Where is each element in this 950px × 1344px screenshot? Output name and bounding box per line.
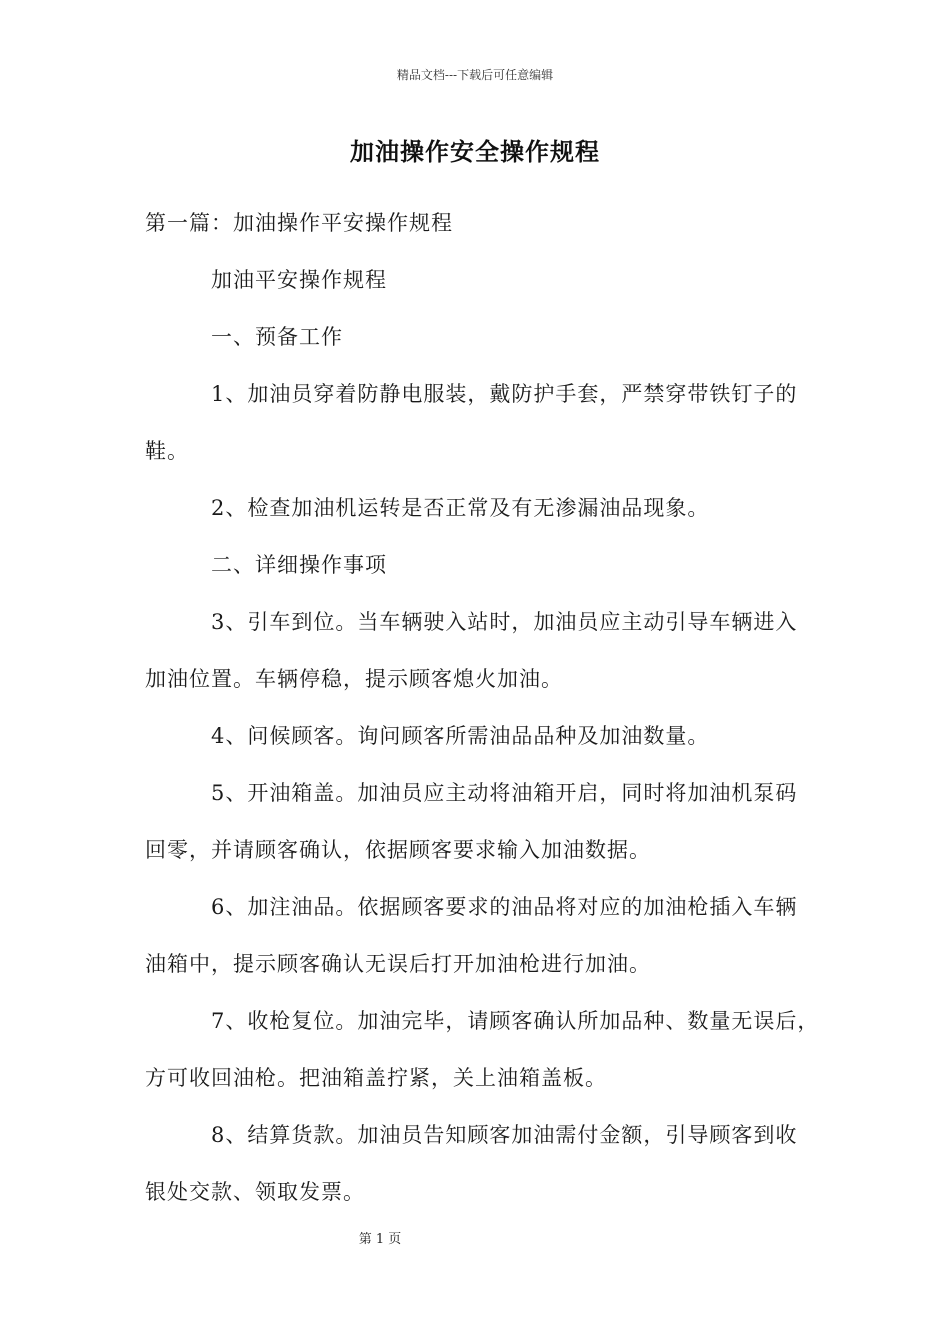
- section-label-preparation: 一、预备工作: [211, 325, 343, 349]
- paragraph-line: 6、加注油品。依据顾客要求的油品将对应的加油枪插入车辆: [211, 895, 798, 919]
- page-header: 精品文档---下载后可任意编辑: [396, 68, 554, 82]
- paragraph-line: 4、问候顾客。询问顾客所需油品品种及加油数量。: [211, 724, 710, 748]
- document-title: 加油操作安全操作规程: [350, 137, 600, 166]
- paragraph-line: 1、加油员穿着防静电服装，戴防护手套，严禁穿带铁钉子的: [211, 382, 798, 406]
- paragraph-line: 回零，并请顾客确认，依据顾客要求输入加油数据。: [145, 838, 651, 862]
- section-label-operations: 二、详细操作事项: [211, 553, 387, 577]
- section-heading: 第一篇：加油操作平安操作规程: [145, 211, 453, 235]
- paragraph-line: 2、检查加油机运转是否正常及有无渗漏油品现象。: [211, 496, 710, 520]
- paragraph-line: 银处交款、领取发票。: [145, 1180, 365, 1204]
- subheading: 加油平安操作规程: [211, 268, 387, 292]
- paragraph-line: 鞋。: [145, 439, 189, 463]
- paragraph-line: 3、引车到位。当车辆驶入站时，加油员应主动引导车辆进入: [211, 610, 798, 634]
- paragraph-line: 加油位置。车辆停稳，提示顾客熄火加油。: [145, 667, 563, 691]
- paragraph-line: 方可收回油枪。把油箱盖拧紧，关上油箱盖板。: [145, 1066, 607, 1090]
- paragraph-line: 8、结算货款。加油员告知顾客加油需付金额，引导顾客到收: [211, 1123, 798, 1147]
- paragraph-line: 7、收枪复位。加油完毕，请顾客确认所加品种、数量无误后，: [211, 1009, 820, 1033]
- page-number: 第 1 页: [358, 1232, 402, 1247]
- paragraph-line: 5、开油箱盖。加油员应主动将油箱开启，同时将加油机泵码: [211, 781, 798, 805]
- paragraph-line: 油箱中，提示顾客确认无误后打开加油枪进行加油。: [145, 952, 651, 976]
